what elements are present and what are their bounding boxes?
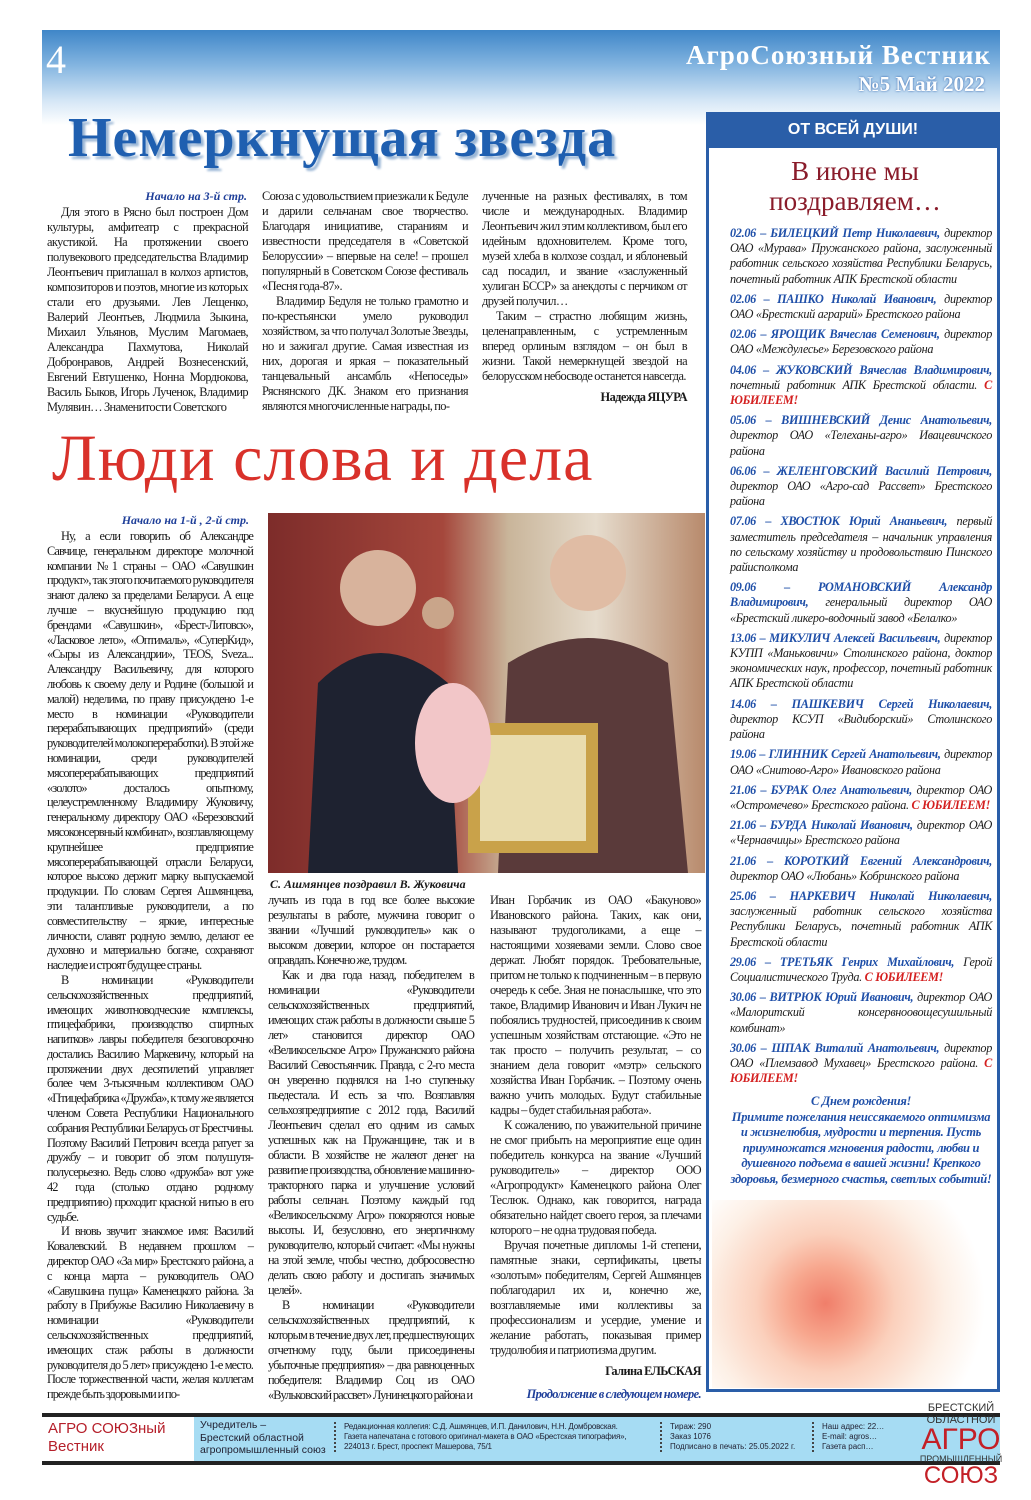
greeting-item [730, 955, 992, 985]
greeting-item [730, 363, 992, 409]
greeting-name: 13.06 – МИКУЛИЧ Алексей Васильевич, [730, 630, 941, 645]
page-number: 4 [46, 37, 66, 82]
article2-title: Люди слова и дела [52, 422, 594, 495]
greeting-item [730, 413, 992, 459]
greeting-name: 21.06 – БУРДА Николай Иванович, [730, 818, 913, 833]
greeting-text: директор ОАО «Чернавчицы» Брестского района [730, 818, 992, 848]
greeting-text: директор ОАО «Агро-сад Рассвет» Брестского района [730, 479, 992, 509]
article2-author: Галина ЕЛЬСКАЯ [605, 1364, 701, 1378]
greeting-text: директор ОАО «Малоритский консервноовощесушильный комбинат» [730, 990, 992, 1035]
greeting-name: 25.06 – НАРКЕВИЧ Николай Николаевич, [730, 888, 992, 903]
greetings-content [730, 226, 992, 1187]
jubilee-label: С ЮБИЛЕЕМ! [730, 1055, 993, 1086]
greeting-name: 05.06 – ВИШНЕВСКИЙ Денис Анатольевич, [730, 413, 992, 428]
greeting-name: 04.06 – ЖУКОВСКИЙ Вячеслав Владимирович, [730, 362, 992, 377]
greeting-name: 30.06 – ШПАК Виталий Анатольевич, [730, 1040, 940, 1055]
article2-col3: Иван Горбачик из ОАО «Бакуново» Ивановского района. Таких, как они, называют трудоголиками, а еще – настоящими хозяевами земли. Слово свое держат. Любят порядок. Требовательные, притом не только к подчиненным – в первую очередь к себе. Зная не понаслышке, что это такое, Владимир Иванович и Иван Лукич не побоялись трудностей, присоединив к своим успешным хозяйствам отстающие. «Это не так просто – получить результат, – со знанием дела говорит «мэтр» сельского хозяйства Иван Горбачик. – Поэтому очень важно учить молодых. Будут стабильные кадры – будет стабильная работа». К сожалению, по уважительной причине не смог прибыть на мероприятие еще один победитель конкурса на звание «Лучший руководитель» – директор ООО «Агропродукт» Каменецкого района Олег Теслюк. Однако, как говорится, награда обязательно найдет своего героя, за плечами которого – не одна трудовая победа. Вручая почетные дипломы 1-й степени, памятные знаки, сертификаты, цветы «золотым» победителям, Сергей Ашмянцев поблагодарил их и, конечно же, возглавляемые ими коллективы за профессионализм и усердие, умение и желание работать, показывая пример трудолюбия и патриотизма другим. Галина ЕЛЬСКАЯ Продолжение в следующем номере. [490, 893, 701, 1401]
greeting-name: 19.06 – ГЛИННИК Сергей Анатольевич, [730, 747, 941, 762]
jubilee-label: С ЮБИЛЕЕМ! [730, 377, 992, 408]
greeting-text: первый заместитель председателя – начальник управления по сельскому хозяйству и продовольствию Пинского райисполкома [730, 514, 992, 575]
article1-continued-from: Начало на 3-й стр. [145, 189, 247, 203]
greeting-name: 02.06 – ПАШКО Николай Иванович, [730, 291, 937, 306]
greeting-text: заслуженный работник сельского хозяйства Республики Беларусь, почетный работник АПК Брестской области [730, 904, 992, 949]
greeting-item [730, 327, 992, 357]
greeting-item [730, 514, 992, 575]
photo-caption: С. Ашмянцев поздравил В. Жуковича [270, 877, 466, 891]
greeting-name: 29.06 – ТРЕТЬЯК Генрих Михайлович, [730, 954, 955, 969]
greeting-name: 14.06 – ПАШКЕВИЧ Сергей Николаевич, [730, 696, 992, 711]
greeting-item [730, 631, 992, 692]
greeting-text: генеральный директор ОАО «Брестский ликеро-водочный завод «Белалко» [730, 595, 992, 625]
founder-info: Учредитель – Брестский областной агропромышленный союз [200, 1419, 326, 1456]
greeting-item [730, 783, 992, 813]
greeting-item [730, 747, 992, 777]
article1-author: Надежда ЯЦУРА [600, 390, 687, 404]
greeting-text: почетный работник АПК Брестской области. [730, 377, 978, 392]
greeting-name: 02.06 – ЯРОЩИК Вячеслав Семенович, [730, 327, 940, 342]
greeting-text: директор ОАО «Любань» Кобринского района [730, 868, 960, 883]
greeting-item [730, 697, 992, 743]
greeting-name: 06.06 – ЖЕЛЕНГОВСКИЙ Василий Петрович, [730, 463, 992, 478]
greeting-item [730, 889, 992, 950]
footer [42, 1413, 1000, 1465]
greeting-name: 30.06 – ВИТРЮК Юрий Иванович, [730, 990, 914, 1005]
article2-col2: лучать из года в год все более высокие результаты в работе, мужчина говорит о звании «Лучший руководитель» как о высоком доверии, которое он постарается оправдать. Конечно же, трудом. Как и два года назад, победителем в номинации «Руководители сельскохозяйственных предприятий, имеющих стаж работы в должности свыше 5 лет» становится директор ОАО «Великосельское Агро» Пружанского района Василий Севостьянчик. Правда, с 2-го места он уверенно поднялся на 1-ю ступеньку пьедестала. И есть за что. Возглавляя сельхозпредприятие с 2012 года, Василий Леонтьевич сделал его одним из самых успешных как на Пружанщине, так и в области. В хозяйстве не жалеют денег на развитие производства, обновление машинно-тракторного парка и улучшение условий работы сельчан. Поэтому каждый год «Великосельскому Агро» покоряются новые высоты. И, безусловно, его энергичному руководителю, который считает: «Мы нужны на этой земле, чтобы честно, добросовестно делать свою работу и достигать значимых целей». В номинации «Руководители сельскохозяйственных предприятий, к которым в течение двух лет, предшествующих отчетному году, были присоединены убыточные предприятия» – два равноценных победителя: Владимир Соц из ОАО «Вульковский рассвет» Лунинецкого района и [268, 893, 474, 1402]
greeting-name: 21.06 – КОРОТКИЙ Евгений Александрович, [730, 853, 992, 868]
greetings-title: В июне мы поздравляем… [769, 156, 941, 216]
birthday-wish: С Днем рождения! Примите пожелания неиссякаемого оптимизма и жизнелюбия, мудрости и терпения. Пусть приумножатся мгновения радости, любви и душевного подъема в вашей жизни! Крепкого здоровья, безмерного счастья, светлых событий! [730, 1094, 992, 1186]
greeting-text: директор ОАО «Междулесье» Березовского района [730, 327, 992, 357]
greeting-item [730, 854, 992, 884]
greetings-list [730, 226, 992, 1086]
greeting-name: 02.06 – БИЛЕЦКИЙ Петр Николаевич, [730, 226, 940, 240]
issue-number: №5 Май 2022 [858, 72, 985, 96]
greeting-text: директор ОАО «Снитово-Агро» Ивановского района [730, 747, 992, 777]
jubilee-label: С ЮБИЛЕЕМ! [864, 969, 944, 984]
greeting-text: Герой Социалистического Труда. [730, 954, 992, 984]
greeting-item [730, 1041, 992, 1087]
greeting-text: директор ОАО «Телеханы-агро» Ивацевичского района [730, 428, 992, 458]
greeting-text: директор ОАО «Племзавод Мухавец» Брестского района. [730, 1040, 992, 1070]
greeting-item [730, 990, 992, 1036]
union-logo: БРЕСТСКИЙ ОБЛАСТНОЙ АГРО ПРОМЫШЛЕННЫЙ СОЮЗ [919, 1402, 1003, 1489]
newspaper-name: АгроСоюзный Вестник [686, 40, 991, 70]
greeting-text: директор ОАО «Брестский аграрий» Брестского района [730, 291, 992, 322]
greeting-text: директор ОАО «Мурава» Пружанского района, заслуженный работник сельского хозяйства Республики Беларусь, почетный работник АПК Брестской области [730, 226, 992, 286]
jubilee-label: С ЮБИЛЕЕМ! [911, 797, 991, 812]
print-info: Тираж: 290 Заказ 1076 Подписано в печать: 25.05.2022 г. [660, 1422, 795, 1452]
continued-note: Продолжение в следующем номере. [526, 1387, 701, 1401]
greeting-item [730, 580, 992, 626]
article1-col2: Союза с удовольствием приезжали к Бедуле и дарили сельчанам свое творчество. Благодаря инициативе, стараниям и известности председателя в «Советской Белоруссии» – впервые на селе! – прошел популярный в Советском Союзе фестиваль «Песня года-87». Владимир Бедуля не только грамотно и по-крестьянски умело руководил хозяйством, за что получал Золотые Звезды, но и зажигал другие. Самая известная из них, дорогая и яркая – показательный танцевальный ансамбль «Непоседы» Ряснянского ДК. Знаком его признания являются многочисленные награды, по- [262, 189, 468, 413]
greeting-item [730, 818, 992, 848]
footer-logo: АГРО СОЮЗный Вестник [48, 1420, 166, 1455]
award-photo [268, 513, 705, 873]
rose-image [712, 1200, 996, 1388]
greeting-item [730, 464, 992, 510]
greeting-text: директор ОАО «Остромечево» Брестского района. [730, 782, 992, 812]
greeting-text: директор КСУП «Видиборский» Столинского района [730, 711, 992, 742]
article2-col1: Ну, а если говорить об Александре Савчице, генеральном директоре молочной компании №1 страны – ОАО «Савушкин продукт», так этого почитаемого руководителя знают далеко за пределами Беларуси. А еще лучше – вкуснейшую продукцию под брендами «Савушкин», «Брест-Литовск», «Ласковое лето», «Оптималь», «СуперКид», «Сыры из Александрии», TEOS, Sveza... Александру Васильевичу, для которого любовь к своему делу и Родине (большой и малой) неделима, по праву присуждено 1-е место в номинации «Руководители перерабатывающих предприятий» (среди руководителей молокопереработки). В этой же номинации, среди руководителей мясоперерабатывающих предприятий «золото» досталось опытному, целеустремленному Владимиру Жуковичу, генеральному директору ОАО «Березовский мясоконсервный комбинат», возглавляющему крупнейшее предприятие мясоперерабатывающей отрасли Беларуси, которое высоко держит марку выпускаемой продукции. По словам Сергея Ашмянцева, эти талантливые руководители, а по совместительству – яркие, интересные личности, славят родную землю, делают ее духовно и материально богаче, сохраняют наследие и строят будущее страны. В номинации «Руководители сельскохозяйственных предприятий, имеющих животноводческие комплексы, птицефабрики, производство спиртных напитков» лавры победителя безоговорочно достались Василию Маркевичу, который на протяжении двух десятилетий управляет более чем 3-тысячным коллективом ОАО «Птицефабрика «Дружба», к тому же является членом Совета Республики Национального собрания Республики Беларусь от Брестчины. Поэтому Василий Петрович всегда ратует за дружбу – и говорит об этом полушутя-полусерьезно. Ведь слово «дружба» вот уже 42 года (столько отдано родному предприятию) проходит красной нитью в его судьбе. И вновь звучит знакомое имя: Василий Ковалевский. В недавнем прошлом – директор ОАО «За мир» Брестского района, а с конца марта – руководитель ОАО «Савушкина пуща» Каменецкого района. За работу в Прибужье Василию Николаевичу в номинации «Руководители сельскохозяйственных предприятий, имеющих стаж работы в должности руководителя до 5 лет» присуждено 1-е место. После торжественной части, желая коллегам прежде быть здоровыми и по- [47, 529, 253, 1402]
greeting-name: 07.06 – ХВОСТЮК Юрий Ананьевич, [730, 514, 948, 529]
article1-title: Немеркнущая звезда [68, 107, 617, 169]
greeting-item [730, 292, 992, 322]
contact-info: Наш адрес: 22… E-mail: agros… Газета расп… [812, 1422, 884, 1452]
greeting-name: 21.06 – БУРАК Олег Анатольевич, [730, 782, 912, 797]
article1-col1: Для этого в Рясно был построен Дом культуры, амфитеатр с прекрасной акустикой. На протяжении своего полувекового председательства Владимир Леонтьевич приглашал в колхоз артистов, композиторов и поэтов, многие из которых стали его друзьями. Лев Лещенко, Валерий Леонтьев, Людмила Зыкина, Михаил Ульянов, Муслим Магомаев, Александра Пахмутова, Николай Добронравов, Андрей Вознесенский, Евгений Евтушенко, Нонна Мордюкова, Василь Быков, Игорь Лученок, Владимир Мулявин… Знаменитости Советского [47, 205, 248, 414]
greeting-name: 09.06 – РОМАНОВСКИЙ Александр Владимирович, [730, 580, 992, 610]
greeting-item [730, 226, 992, 287]
article1-col3: лученные на разных фестивалях, в том числе и международных. Владимир Леонтьевич жил этим коллективом, был его идейным вдохновителем. Кроме того, музей хлеба в колхозе создал, и яблоневый сад посадил, и звание «заслуженный хулиган БССР» за анекдоты с перчиком от друзей получил… Таким – страстно любящим жизнь, целенаправленным, с устремленным вперед орлиным взглядом – он был в жизни. Такой немеркнущей звездой на белорусском небосводе останется навсегда. Надежда ЯЦУРА [482, 189, 687, 404]
editorial-info: Редакционная коллегия: С.Д. Ашмянцев, И.П. Данилович, Н.Н. Домбровская. Газета напечатана с готового оригинал-макета в ОАО «Брестская типография», 224013 г. Брест, проспект Машерова, 75/1 [334, 1422, 626, 1452]
greeting-text: директор КУПП «Маньковичи» Столинского района, доктор экономических наук, профессор, почетный работник АПК Брестской области [730, 630, 992, 691]
greetings-header: ОТ ВСЕЙ ДУШИ! [706, 112, 1000, 148]
article2-continued-from: Начало на 1-й , 2-й стр. [121, 513, 249, 527]
